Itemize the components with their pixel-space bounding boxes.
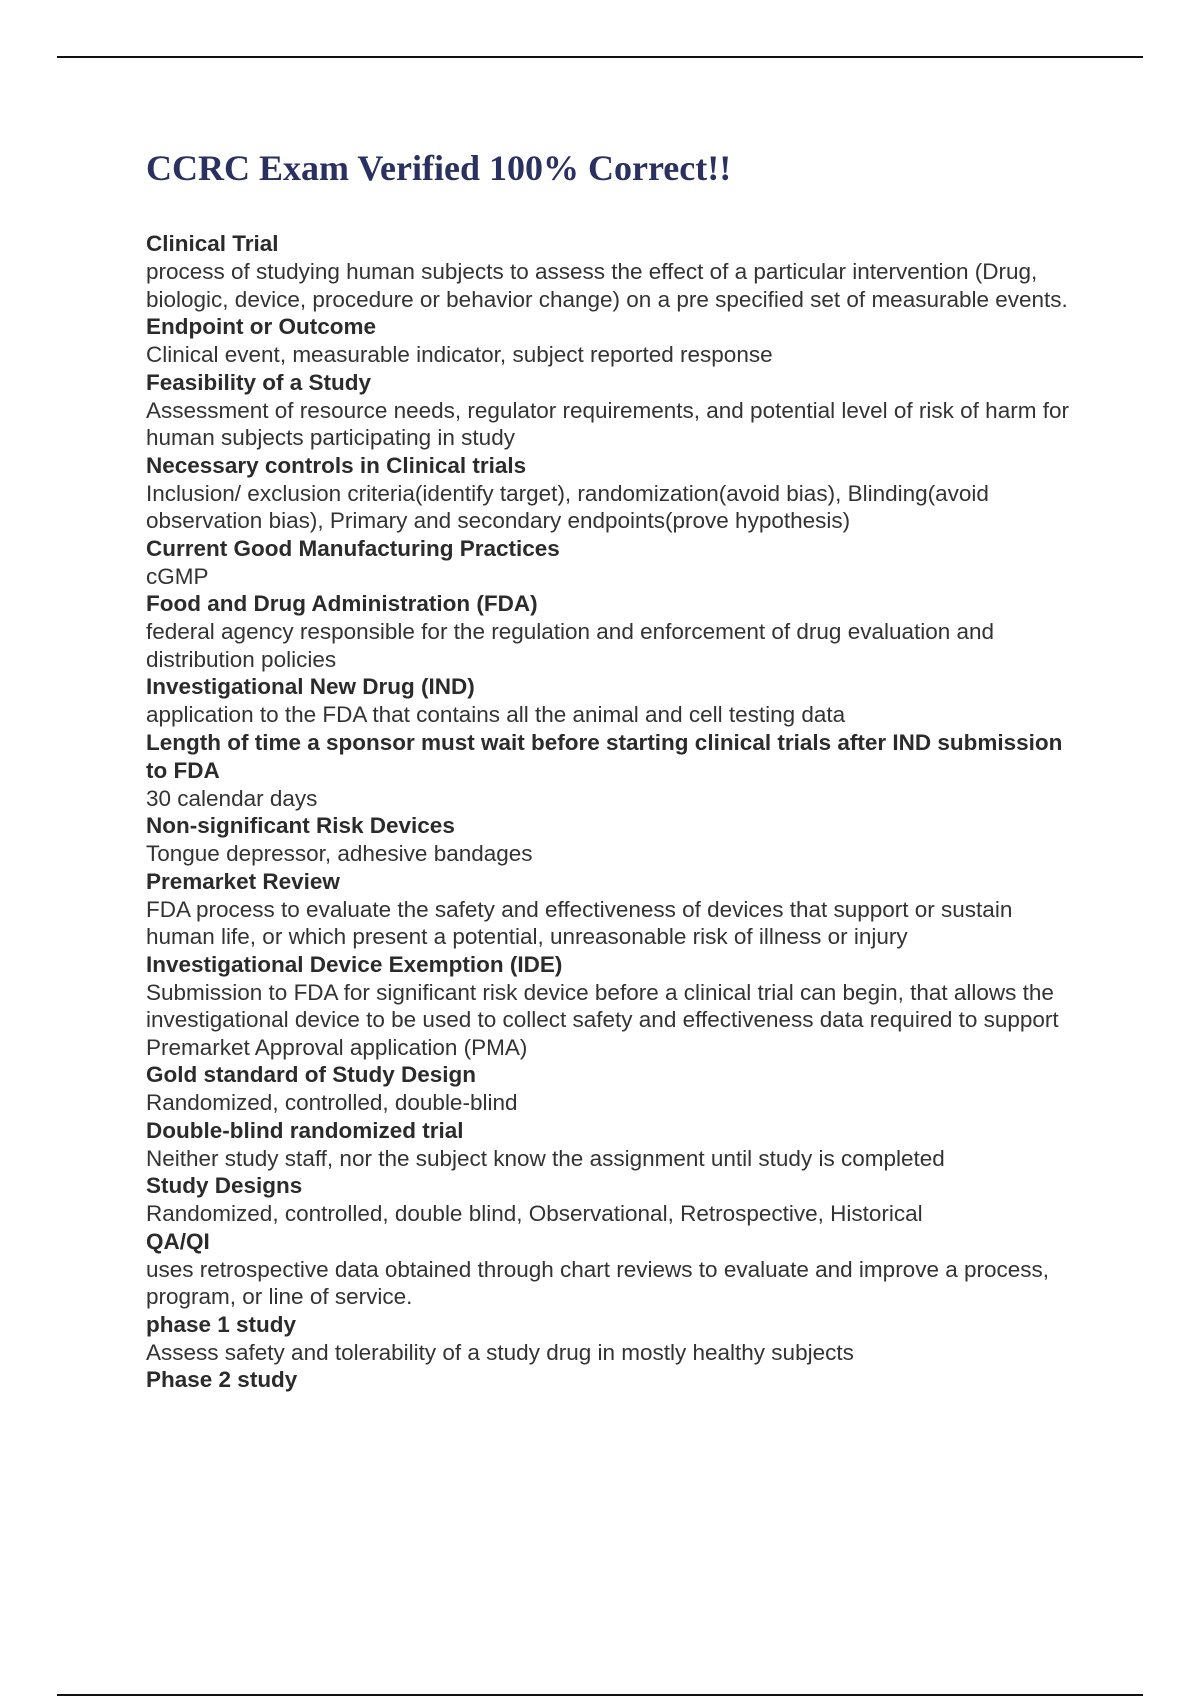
- entry: [146, 369, 1086, 452]
- term: QA/QI: [146, 1228, 210, 1254]
- term: Premarket Review: [146, 868, 340, 894]
- definition: cGMP: [146, 563, 209, 589]
- term: Study Designs: [146, 1173, 303, 1198]
- entry: [146, 1228, 1086, 1311]
- definition: uses retrospective data obtained through chart reviews to evaluate and improve a process, program, or line of service.: [146, 1256, 1050, 1309]
- entry: [146, 1366, 1086, 1394]
- term: Feasibility of a Study: [146, 369, 372, 395]
- term: Double-blind randomized trial: [146, 1117, 464, 1143]
- term: Endpoint or Outcome: [146, 314, 376, 339]
- definition: Assess safety and tolerability of a study drug in mostly healthy subjects: [146, 1339, 854, 1365]
- entry: [146, 951, 1086, 1062]
- definition: process of studying human subjects to assess the effect of a particular intervention (Drug, biologic, device, procedure or behavior change) on a pre specified set of measurable events.: [146, 259, 1068, 312]
- term: Non-significant Risk Devices: [146, 813, 455, 838]
- entry: [146, 313, 1086, 369]
- entry: [146, 452, 1086, 535]
- definition: Submission to FDA for significant risk device before a clinical trial can begin, that allows the investigational device to be used to collect safety and effectiveness data required to support Premarket Approval application (PMA): [146, 979, 1059, 1060]
- definition: Tongue depressor, adhesive bandages: [146, 841, 533, 866]
- definition: 30 calendar days: [146, 785, 318, 811]
- document-body: [146, 148, 1086, 1394]
- document-title: CCRC Exam Verified 100% Correct!!: [146, 148, 732, 188]
- definition: FDA process to evaluate the safety and effectiveness of devices that support or sustain human life, or which present a potential, unreasonable risk of illness or injury: [146, 896, 1013, 949]
- entry: [146, 535, 1086, 591]
- entry: [146, 1311, 1086, 1367]
- definition: Neither study staff, nor the subject know the assignment until study is completed: [146, 1145, 945, 1171]
- entry: [146, 868, 1086, 951]
- bottom-divider: [57, 1694, 1143, 1696]
- entry: [146, 729, 1086, 813]
- term: phase 1 study: [146, 1311, 297, 1337]
- term: Investigational Device Exemption (IDE): [146, 951, 563, 977]
- entry: [146, 1061, 1086, 1117]
- definition: Clinical event, measurable indicator, subject reported response: [146, 342, 773, 367]
- definition: Randomized, controlled, double-blind: [146, 1090, 518, 1115]
- term: Food and Drug Administration (FDA): [146, 591, 538, 616]
- entry: [146, 812, 1086, 868]
- entry: [146, 1172, 1086, 1228]
- term: Clinical Trial: [146, 231, 279, 256]
- term: Length of time a sponsor must wait before starting clinical trials after IND submission to FDA: [146, 729, 1063, 783]
- definition: Randomized, controlled, double blind, Observational, Retrospective, Historical: [146, 1201, 923, 1226]
- entry: [146, 673, 1086, 729]
- term: Necessary controls in Clinical trials: [146, 452, 527, 478]
- term: Investigational New Drug (IND): [146, 674, 475, 699]
- entry: [146, 1117, 1086, 1173]
- definition: federal agency responsible for the regulation and enforcement of drug evaluation and distribution policies: [146, 619, 995, 672]
- term: Gold standard of Study Design: [146, 1062, 477, 1087]
- entry: [146, 230, 1086, 313]
- definition: Inclusion/ exclusion criteria(identify target), randomization(avoid bias), Blinding(avoid observation bias), Primary and secondary endpoints(prove hypothesis): [146, 480, 989, 533]
- term: Phase 2 study: [146, 1367, 298, 1392]
- top-divider: [57, 56, 1143, 58]
- term: Current Good Manufacturing Practices: [146, 535, 560, 561]
- definition: application to the FDA that contains all the animal and cell testing data: [146, 702, 846, 727]
- definition: Assessment of resource needs, regulator requirements, and potential level of risk of harm for human subjects participating in study: [146, 397, 1069, 450]
- entry: [146, 590, 1086, 673]
